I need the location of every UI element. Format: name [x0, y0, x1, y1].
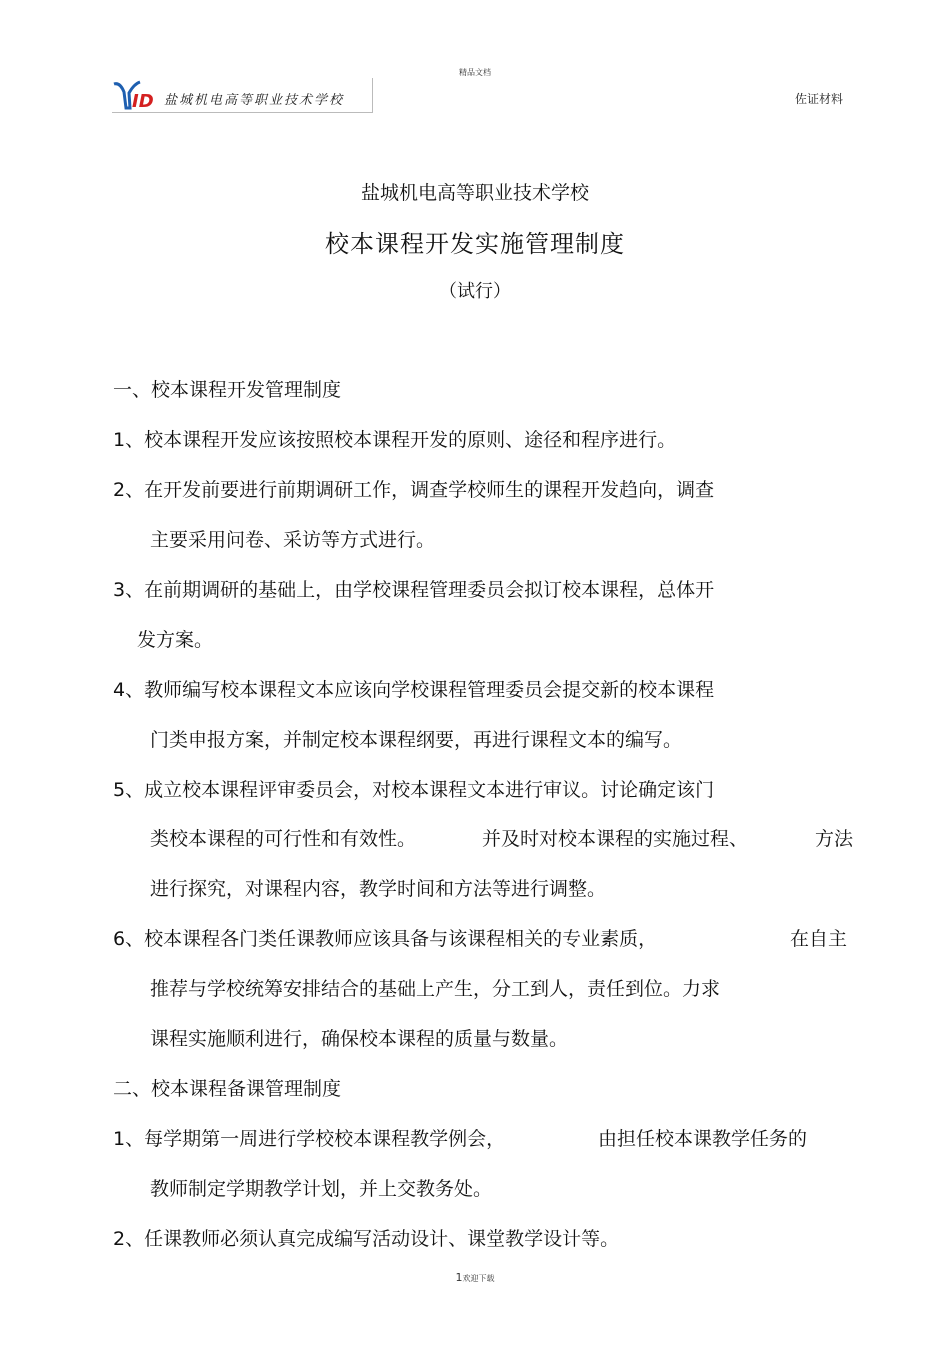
body-line: 1、校本课程开发应该按照校本课程开发的原则、途径和程序进行。 — [113, 429, 677, 451]
svg-text:ID: ID — [132, 91, 154, 112]
yid-logo-icon — [112, 78, 162, 112]
body-line: 推荐与学校统筹安排结合的基础上产生，分工到人，责任到位。力求 — [150, 978, 721, 1000]
footer-text: 欢迎下载 — [462, 1274, 495, 1283]
body-line: 4、教师编写校本课程文本应该向学校课程管理委员会提交新的校本课程 — [113, 679, 715, 701]
body-line: 1、每学期第一周进行学校校本课程教学例会， — [113, 1128, 506, 1150]
body-line: 进行探究，对课程内容，教学时间和方法等进行调整。 — [150, 878, 607, 900]
body-line: 2、任课教师必须认真完成编写活动设计、课堂教学设计等。 — [113, 1228, 620, 1250]
logo-text: 盐城机电高等职业技术学校 — [164, 93, 345, 108]
body-line: 门类申报方案，并制定校本课程纲要，再进行课程文本的编写。 — [150, 729, 683, 751]
body-line: 5、成立校本课程评审委员会，对校本课程文本进行审议。讨论确定该门 — [113, 779, 715, 801]
body-line: 方法 — [815, 828, 854, 850]
body-line: 2、在开发前要进行前期调研工作，调查学校师生的课程开发趋向，调查 — [113, 479, 715, 501]
school-logo — [112, 78, 373, 113]
body-line: 一、校本课程开发管理制度 — [113, 379, 342, 401]
body-line: 并及时对校本课程的实施过程、 — [482, 828, 749, 850]
body-line: 教师制定学期教学计划，并上交教务处。 — [150, 1178, 493, 1200]
top-note: 精品文档 — [459, 68, 491, 77]
school-title: 盐城机电高等职业技术学校 — [360, 182, 589, 204]
body-line: 发方案。 — [137, 629, 214, 651]
body-line: 6、校本课程各门类任课教师应该具备与该课程相关的专业素质， — [113, 928, 658, 950]
page-number: 1 — [455, 1271, 463, 1284]
body-line: 类校本课程的可行性和有效性。 — [150, 828, 417, 850]
page-title: 校本课程开发实施管理制度 — [325, 230, 625, 258]
body-line: 主要采用问卷、采访等方式进行。 — [150, 529, 436, 551]
header-right-label: 佐证材料 — [794, 92, 843, 106]
body-line: 由担任校本课教学任务的 — [598, 1128, 808, 1150]
page-subtitle: （试行） — [439, 281, 511, 302]
body-line: 在自主 — [790, 928, 848, 950]
body-line: 二、校本课程备课管理制度 — [113, 1078, 342, 1100]
body-line: 3、在前期调研的基础上，由学校课程管理委员会拟订校本课程，总体开 — [113, 579, 715, 601]
page-footer — [0, 1271, 950, 1284]
body-line: 课程实施顺利进行，确保校本课程的质量与数量。 — [150, 1028, 569, 1050]
